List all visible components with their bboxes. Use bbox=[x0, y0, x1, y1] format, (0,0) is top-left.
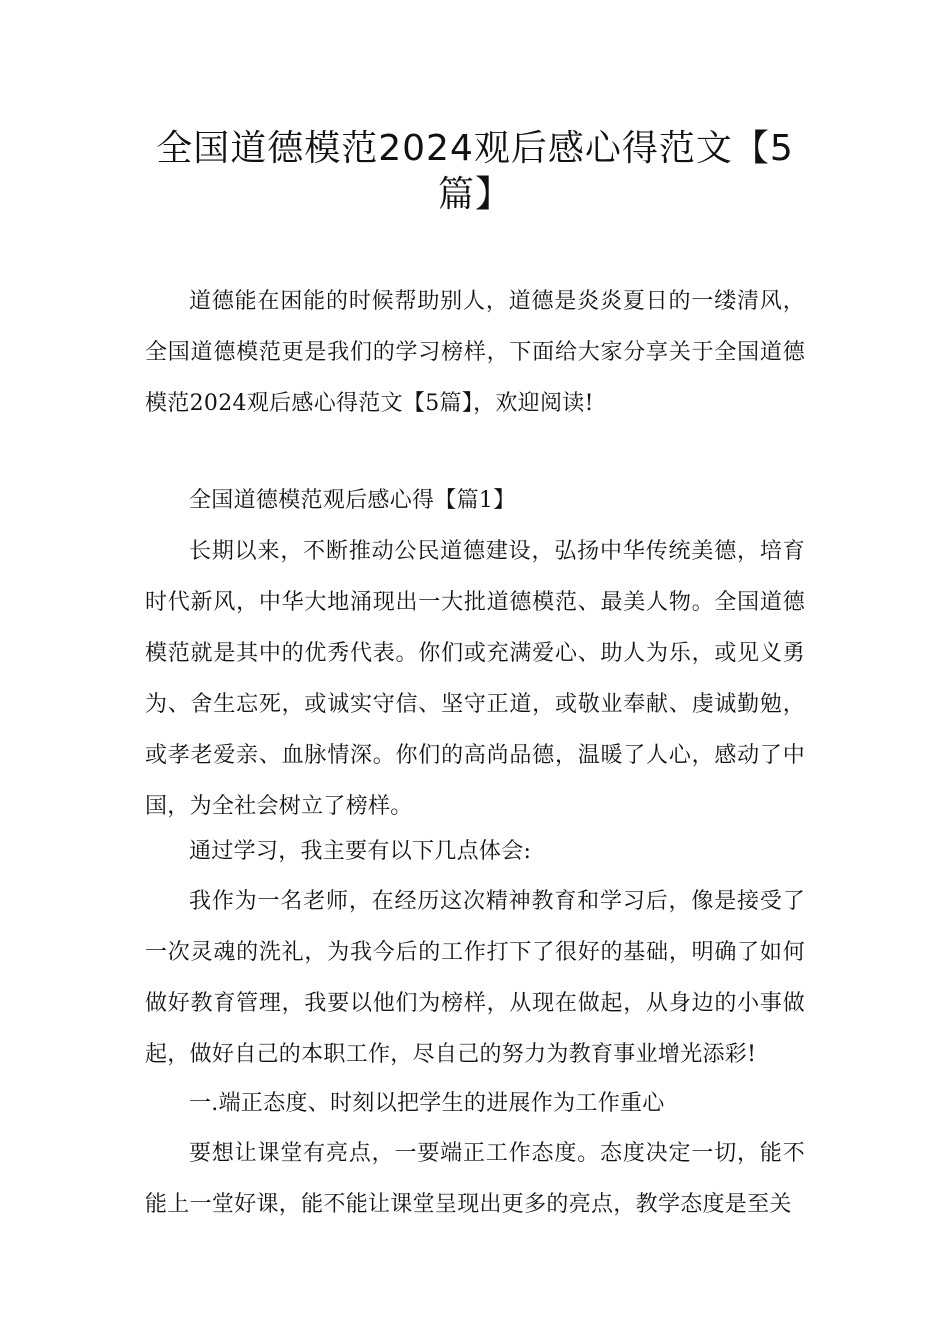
body-paragraph-3: 我作为一名老师，在经历这次精神教育和学习后，像是接受了一次灵魂的洗礼，为我今后的工作打下了很好的基础，明确了如何做好教育管理，我要以他们为榜样，从现在做起，从身边的小事做起，做好自己的本职工作，尽自己的努力为教育事业增光添彩! bbox=[145, 889, 805, 1067]
body-paragraph-4: 要想让课堂有亮点，一要端正工作态度。态度决定一切，能不能上一堂好课，能不能让课堂呈现出更多的亮点，教学态度是至关 bbox=[145, 1141, 805, 1217]
intro-paragraph: 道德能在困能的时候帮助别人，道德是炎炎夏日的一缕清风，全国道德模范更是我们的学习榜样，下面给大家分享关于全国道德模范2024观后感心得范文【5篇】，欢迎阅读! bbox=[145, 289, 805, 416]
document-title: 全国道德模范2024观后感心得范文【5篇】 bbox=[156, 128, 794, 215]
body-paragraph-2: 通过学习，我主要有以下几点体会: bbox=[189, 839, 532, 864]
point-heading-1: 一.端正态度、时刻以把学生的进展作为工作重心 bbox=[189, 1091, 665, 1116]
body-paragraph-1: 长期以来，不断推动公民道德建设，弘扬中华传统美德，培育时代新风，中华大地涌现出一大批道德模范、最美人物。全国道德模范就是其中的优秀代表。你们或充满爱心、助人为乐，或见义勇为、舍生忘死，或诚实守信、坚守正道，或敬业奉献、虔诚勤勉，或孝老爱亲、血脉情深。你们的高尚品德，温暖了人心，感动了中国，为全社会树立了榜样。 bbox=[145, 539, 805, 819]
section-heading: 全国道德模范观后感心得【篇1】 bbox=[189, 488, 516, 513]
